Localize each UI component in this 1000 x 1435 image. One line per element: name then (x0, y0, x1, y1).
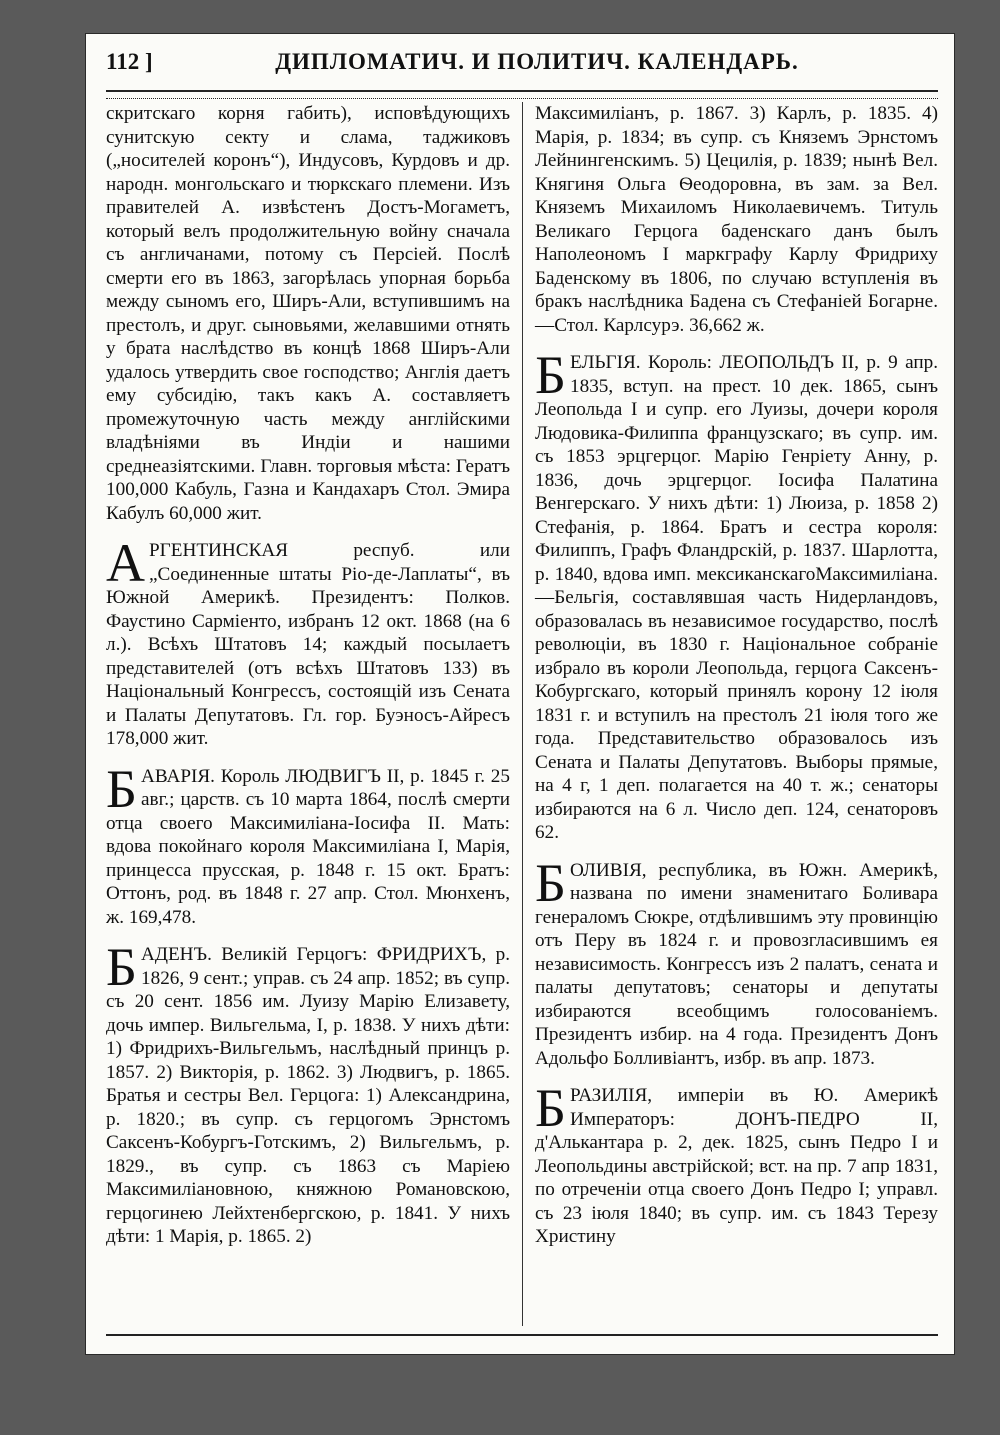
entry-initial: Б (535, 345, 567, 405)
entry-text: ЕЛЬГIЯ. Король: ЛЕОПОЛЬДЪ II, р. 9 апр. 1835, вступ. на прест. 10 дек. 1865, сынъ Леопольда I и супр. его Луизы, дочери короля Людовика-Филиппа французскаго; въ супр. им. съ 1853 эрцгерцог. Марiю Генрiету Анну, р. 1836, дочь эрцгерцог. Iосифа Палатина Венгерскаго. У нихъ дѣти: 1) Люиза, р. 1858 2) Стефанiя, р. 1864. Братъ и сестра короля: Филиппъ, Графъ Фландрскiй, р. 1837. Шарлотта, р. 1840, вдова имп. мексиканскагоМаксимилiана.—Бельгiя, составлявшая часть Нидерландовъ, образовалась въ независимое государство, послѣ революцiи, въ 1830 г. Національное собранiе избрало въ короли Леопольда, герцога Саксенъ-Кобургскаго, который принялъ корону 12 iюля 1831 г. и вступилъ на престолъ 21 iюля того же года. Представительство образовалось изъ Сената и Палаты Депутатовъ. Выборы прямые, на 4 г, 1 деп. полагается на 40 т. ж.; сенаторы избираются на 6 л. Число деп. 124, сенаторовъ 62. (535, 352, 938, 843)
page-header (106, 40, 938, 84)
entry-initial: Б (535, 1078, 567, 1138)
entry-text: ОЛИВIЯ, республика, въ Южн. Америкѣ, названа по имени знаменитаго Боливара генераломъ Сюкре, отдѣлившимъ эту провинцiю отъ Перу въ 1824 г. и провозгласившимъ ея независимость. Конгрессъ изъ 2 палатъ, сената и палаты депутатовъ; сенаторы и депутаты избираются всеобщимъ голосованiемъ. Президентъ избир. на 4 года. Президентъ Донъ Адольфо Болливiантъ, избр. въ апр. 1873. (535, 859, 938, 1069)
afghanistan-continuation: скритскаго корня габить), исповѣдующихъ сунитскую секту и слама, таджиковъ („носителей коронъ“), Индусовъ, Курдовъ и др. народн. монгольскаго и тюркскаго племени. Изъ правителей А. извѣстенъ Достъ-Могаметъ, который велъ продолжительную войну сначала съ англичанами, потому съ Персiей. Послѣ смерти его въ 1863, загорѣлась упорная борьба между сыномъ его, Ширъ-Али, вступившимъ на престолъ, и друг. сыновьями, желавшими отнять у брата наслѣдство въ концѣ 1868 Ширъ-Али удалось утвердить свое господство; Англiя даетъ ему субсидiю, такъ какъ А. составляетъ промежуточную часть между англiйскими владѣнiями въ Индiи и нашими среднеазiятскими. Главн. торговыя мѣста: Гератъ 100,000 Кабуль, Газна и Кандахаръ Стол. Эмира Кабулъ 60,000 жит. (106, 103, 510, 524)
entry-initial: Б (535, 852, 567, 913)
header-rule (106, 90, 938, 99)
entry-initial: Б (106, 937, 138, 997)
entry-bolivia (535, 852, 938, 1071)
entry-text: РГЕНТИНСКАЯ респуб. или „Соединенные штаты Рiо-де-Лаплаты“, въ Южной Америкѣ. Президентъ: Полков. Фаустино Сармiенто, избранъ 12 окт. 1868 (на 6 л.). Всѣхъ Штатовъ 14; каждый посылаетъ представителей (отъ всѣхъ Штатовъ 133) въ Національный Конгрессъ, состоящiй изъ Сената и Палаты Депутатовъ. Гл. гор. Буэносъ-Айресъ 178,000 жит. (106, 540, 510, 749)
entry-baden (106, 937, 510, 1249)
text-columns (106, 102, 938, 1326)
entry-text: РАЗИЛIЯ, имперiи въ Ю. Америкѣ Императоръ: ДОНЪ-ПЕДРО II, д'Алькантара р. 2, дек. 1825, сынъ Педро I и Леопольдины австрiйской; вст. на пр. 7 апр 1831, по отреченiи отца своего Донъ Педро I; управл. съ 23 iюля 1840; въ супр. им. съ 1843 Терезу Христину (535, 1085, 938, 1247)
entry-argentina (106, 533, 510, 751)
entry-initial: А (106, 533, 145, 593)
entry-initial: Б (106, 758, 138, 819)
bottom-rule (106, 1334, 938, 1336)
entry-text: АДЕНЪ. Великiй Герцогъ: ФРИДРИХЪ, р. 1826, 9 сент.; управ. съ 24 апр. 1852; въ супр. съ 20 сент. 1856 им. Луизу Марiю Елизавету, дочь импер. Вильгельма, I, р. 1838. У нихъ дѣти: 1) Фридрихъ-Вильгельмъ, наслѣдный принцъ р. 1857. 2) Викторiя, р. 1862. 3) Людвигъ, р. 1865. Братья и сестры Вел. Герцога: 1) Александрина, р. 1820.; въ супр. съ герцогомъ Эрнстомъ Саксенъ-Кобургъ-Готскимъ, 2) Вильгельмъ, р. 1829., въ супр. съ 1863 съ Марiею Максимилiановною, княжною Романовскою, герцогинею Лейхтенбергскою, р. 1841. У нихъ дѣти: 1 Марiя, р. 1865. 2) (106, 944, 510, 1247)
running-title: ДИПЛОМАТИЧ. И ПОЛИТИЧ. КАЛЕНДАРЬ. (275, 49, 799, 74)
entry-text: АВАРIЯ. Король ЛЮДВИГЪ II, р. 1845 г. 25 авг.; царств. съ 10 марта 1864, послѣ смерти отца своего Максимилiана-Iосифа II. Мать: вдова покойнаго короля Максимилiана I, Марiя, принцесса прусская, р. 1848 г. 15 окт. Братъ: Оттонъ, род. въ 1848 г. 27 апр. Стол. Мюнхенъ, ж. 169,478. (106, 765, 510, 928)
right-column (522, 102, 938, 1326)
book-page (86, 34, 954, 1354)
page-number: 112 ] (106, 49, 153, 74)
entry-brazil (535, 1078, 938, 1249)
left-column (106, 102, 522, 1326)
baden-continuation: Максимилiанъ, р. 1867. 3) Карлъ, р. 1835. 4) Марiя, р. 1834; въ супр. съ Княземъ Эрнстомъ Лейнингенскимъ. 5) Цецилiя, р. 1839; нынѣ Вел. Княгиня Ольга Ѳеодоровна, въ зам. за Вел. Княземъ Михаиломъ Николаевичемъ. Титуль Великаго Герцога баденскаго данъ былъ Наполеономъ I маркграфу Карлу Фридриху Баденскому въ 1806, по случаю вступленiя въ бракъ наслѣдника Бадена съ Стефанiей Богарне.—Стол. Карлсурэ. 36,662 ж. (535, 103, 938, 336)
entry-bavaria (106, 758, 510, 930)
entry-belgium (535, 345, 938, 845)
